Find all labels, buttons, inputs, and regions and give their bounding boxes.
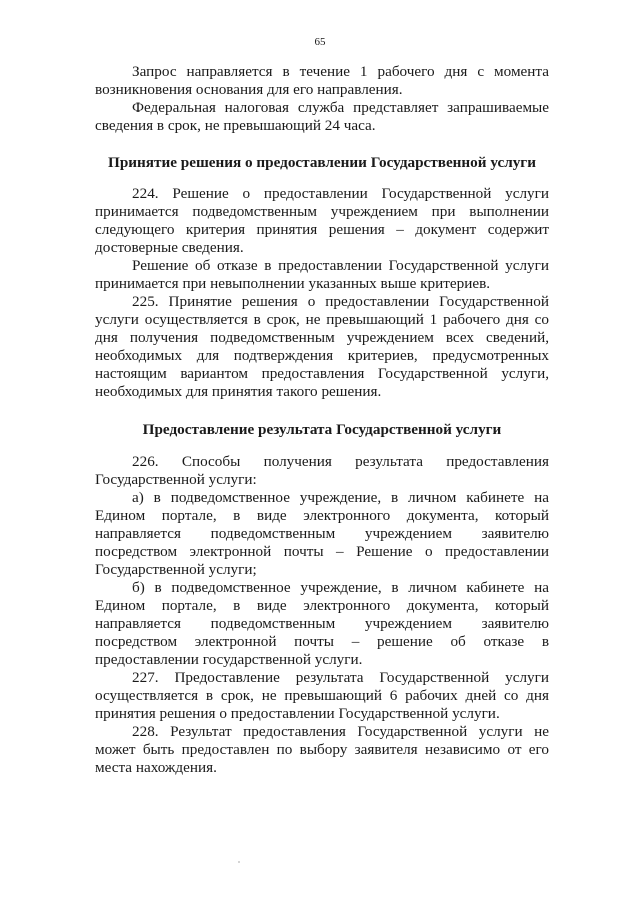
paragraph-227: 227. Предоставление результата Государственной услуги осуществляется в срок, не превышающий 6 рабочих дней со дня принятия решения о предоставлении Государственной услуги. (95, 669, 549, 722)
document-body (95, 63, 549, 777)
paragraph-228: 228. Результат предоставления Государственной услуги не может быть предоставлен по выбору заявителя независимо от его места нахождения. (95, 723, 549, 776)
paragraph-224: 224. Решение о предоставлении Государственной услуги принимается подведомственным учреждением при выполнении следующего критерия принятия решения – документ содержит достоверные сведения. (95, 185, 549, 256)
paragraph-request-deadline: Запрос направляется в течение 1 рабочего дня с момента возникновения основания для его направления. (95, 63, 549, 98)
paragraph-226-b: б) в подведомственное учреждение, в личном кабинете на Едином портале, в виде электронного документа, который направляется подведомственным учреждением заявителю посредством электронной почты – решение об отказе в предоставлении государственной услуги. (95, 579, 549, 668)
paragraph-tax-service: Федеральная налоговая служба представляет запрашиваемые сведения в срок, не превышающий 24 часа. (95, 99, 549, 134)
page-number: 65 (314, 36, 326, 48)
paragraph-225: 225. Принятие решения о предоставлении Государственной услуги осуществляется в срок, не превышающий 1 рабочего дня со дня получения подведомственным учреждением всех сведений, необходимых для подтверждения критериев, предусмотренных настоящим вариантом предоставления Государственной услуги, необходимых для принятия такого решения. (95, 293, 549, 400)
section-heading-result: Предоставление результата Государственной услуги (142, 421, 502, 438)
paragraph-226-a: а) в подведомственное учреждение, в личном кабинете на Едином портале, в виде электронного документа, который направляется подведомственным учреждением заявителю посредством электронной почты – Решение о предоставлении Государственной услуги; (95, 489, 549, 578)
paragraph-226: 226. Способы получения результата предоставления Государственной услуги: (95, 453, 549, 488)
section-heading-decision: Принятие решения о предоставлении Государственной услуги (108, 154, 536, 171)
paragraph-refusal: Решение об отказе в предоставлении Государственной услуги принимается при невыполнении указанных выше критериев. (95, 257, 549, 292)
scan-speck (238, 861, 240, 863)
